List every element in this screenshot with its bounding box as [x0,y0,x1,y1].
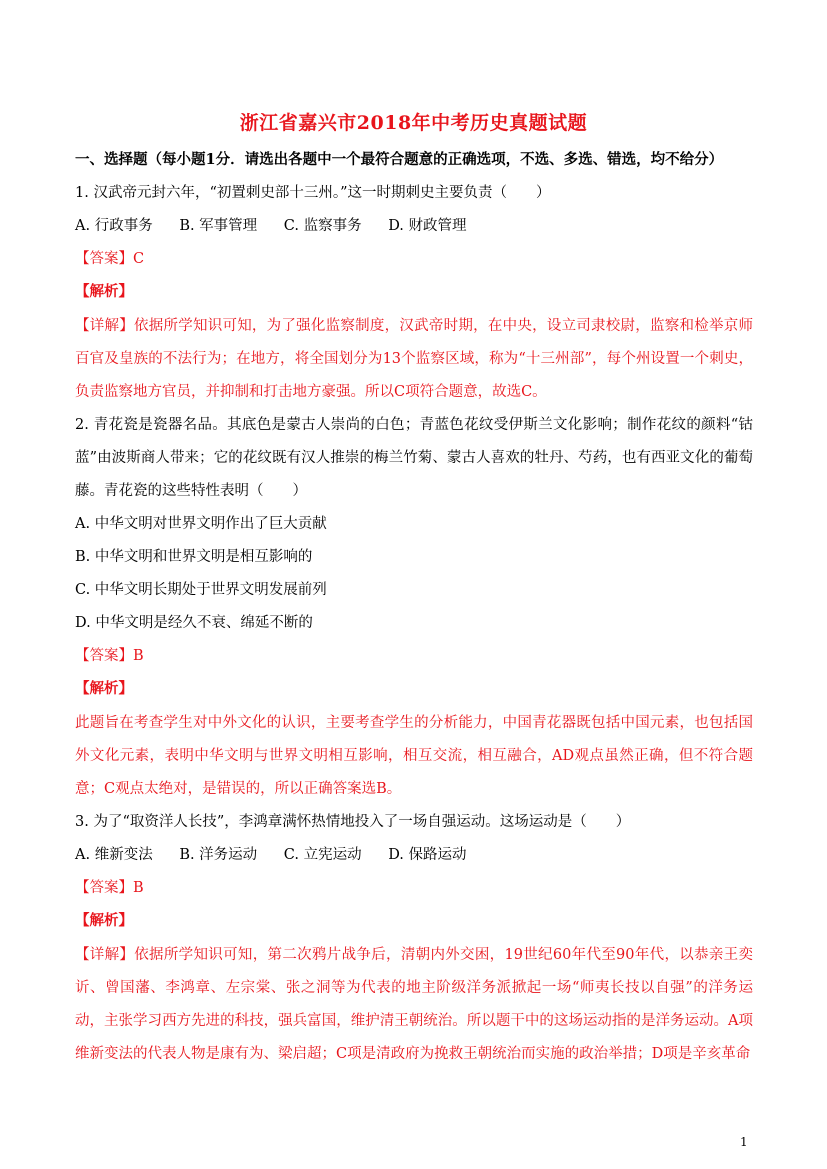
option-d: D. 财政管理 [388,218,467,234]
option-b: B. 洋务运动 [179,847,258,863]
question-2-option-d: D. 中华文明是经久不衰、绵延不断的 [75,615,313,631]
section-header: 一、选择题（每小题1分．请选出各题中一个最符合题意的正确选项，不选、多选、错选，均不给分） [75,151,724,168]
question-3-options [75,845,467,865]
page-title: 浙江省嘉兴市2018年中考历史真题试题 [239,112,588,134]
question-2-option-c: C. 中华文明长期处于世界文明发展前列 [75,582,327,598]
question-2-analysis-label: 【解析】 [75,680,133,697]
question-2-detail: 此题旨在考查学生对中外文化的认识，主要考查学生的分析能力，中国青花器既包括中国元素，也包括国外文化元素，表明中华文明与世界文明相互影响，相互交流，相互融合，AD观点虽然正确，但不符合题意；C观点太绝对，是错误的，所以正确答案选B。 [75,715,753,797]
option-a: A. 维新变法 [75,847,153,863]
question-3-analysis-label: 【解析】 [75,912,133,929]
option-b: B. 军事管理 [179,218,258,234]
question-3-answer: 【答案】B [75,880,144,896]
option-d: D. 保路运动 [388,847,467,863]
question-1-answer: 【答案】C [75,251,145,267]
question-1-detail: 【详解】依据所学知识可知，为了强化监察制度，汉武帝时期，在中央，设立司隶校尉，监察和检举京师百官及皇族的不法行为；在地方，将全国划分为13个监察区域，称为“十三州部”，每个州设置一个刺史，负责监察地方官员，并抑制和打击地方豪强。所以C项符合题意，故选C。 [75,318,753,400]
option-a: A. 行政事务 [75,218,153,234]
question-3-stem: 3. 为了“取资洋人长技”，李鸿章满怀热情地投入了一场自强运动。这场运动是（ ） [75,814,631,830]
question-2-option-b: B. 中华文明和世界文明是相互影响的 [75,549,313,565]
page-number: 1 [740,1135,748,1149]
option-c: C. 监察事务 [283,218,362,234]
option-c: C. 立宪运动 [283,847,362,863]
question-3-detail: 【详解】依据所学知识可知，第二次鸦片战争后，清朝内外交困，19世纪60年代至90年代，以恭亲王奕䜣、曾国藩、李鸿章、左宗棠、张之洞等为代表的地主阶级洋务派掀起一场“师夷长技以自强”的洋务运动，主张学习西方先进的科技，强兵富国，维护清王朝统治。所以题干中的这场运动指的是洋务运动。A项维新变法的代表人物是康有为、梁启超；C项是清政府为挽救王朝统治而实施的政治举措；D项是辛亥革命 [75,947,753,1062]
question-1-options [75,216,467,236]
question-1-stem: 1. 汉武帝元封六年，“初置刺史部十三州。”这一时期刺史主要负责（ ） [75,185,551,201]
question-2-option-a: A. 中华文明对世界文明作出了巨大贡献 [75,516,327,532]
question-2-stem: 2. 青花瓷是瓷器名品。其底色是蒙古人崇尚的白色；青蓝色花纹受伊斯兰文化影响；制作花纹的颜料“钴蓝”由波斯商人带来；它的花纹既有汉人推崇的梅兰竹菊、蒙古人喜欢的牡丹、芍药，也有西亚文化的葡萄藤。青花瓷的这些特性表明（ ） [75,417,753,499]
question-2-answer: 【答案】B [75,648,144,664]
question-1-analysis-label: 【解析】 [75,283,133,300]
